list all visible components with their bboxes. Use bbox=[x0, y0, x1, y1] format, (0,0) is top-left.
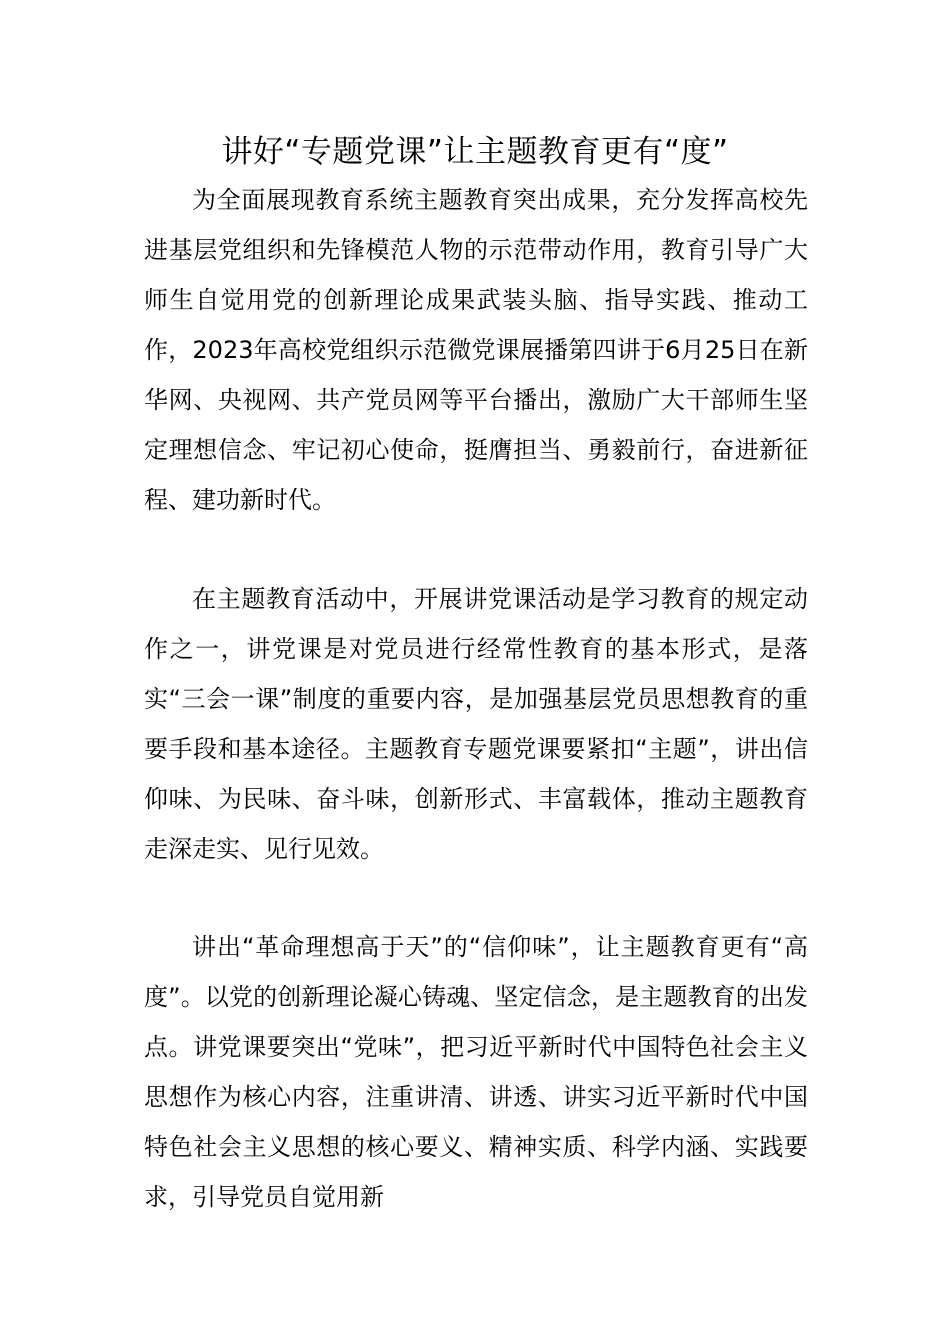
paragraph-2: 在主题教育活动中，开展讲党课活动是学习教育的规定动作之一，讲党课是对党员进行经常性教育的基本形式，是落实“三会一课”制度的重要内容，是加强基层党员思想教育的重要手段和基本途径。主题教育专题党课要紧扣“主题”，讲出信仰味、为民味、奋斗味，创新形式、丰富载体，推动主题教育走深走实、见行见效。 bbox=[144, 585, 808, 863]
paragraph-3: 讲出“革命理想高于天”的“信仰味”，让主题教育更有“高度”。以党的创新理论凝心铸魂、坚定信念，是主题教育的出发点。讲党课要突出“党味”，把习近平新时代中国特色社会主义思想作为核心内容，注重讲清、讲透、讲实习近平新时代中国特色社会主义思想的核心要义、精神实质、科学内涵、实践要求，引导党员自觉用新 bbox=[144, 933, 808, 1211]
paragraph-1: 为全面展现教育系统主题教育突出成果，充分发挥高校先进基层党组织和先锋模范人物的示范带动作用，教育引导广大师生自觉用党的创新理论成果武装头脑、指导实践、推动工作，2023年高校党组织示范微党课展播第四讲于6月25日在新华网、央视网、共产党员网等平台播出，激励广大干部师生坚定理想信念、牢记初心使命，挺膺担当、勇毅前行，奋进新征程、建功新时代。 bbox=[144, 186, 808, 514]
document-title: 讲好“专题党课”让主题教育更有“度” bbox=[221, 134, 729, 170]
